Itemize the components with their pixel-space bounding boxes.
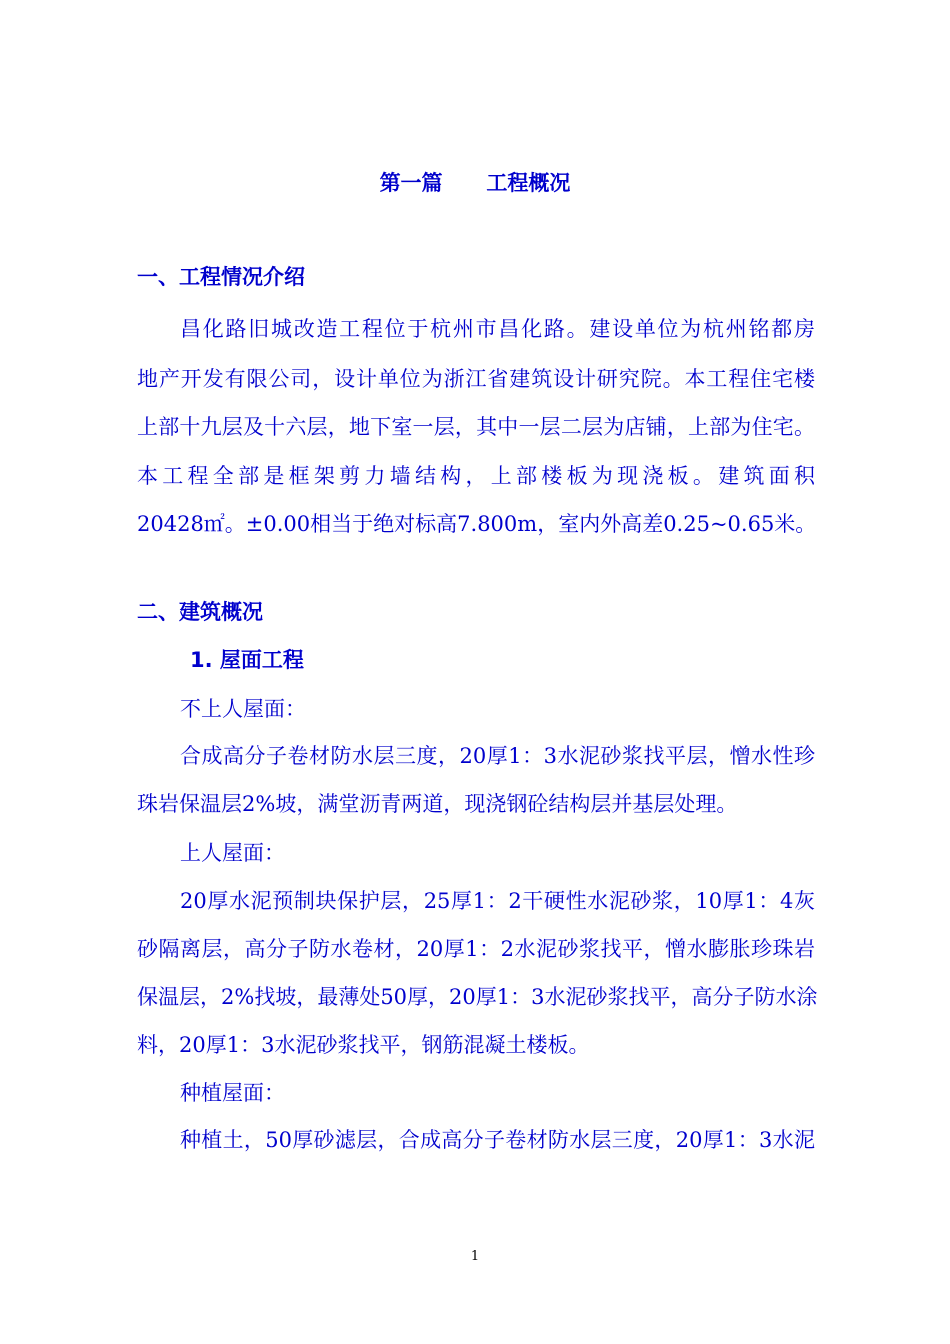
section-heading-building: 二、建筑概况	[137, 600, 263, 624]
chapter-title: 第一篇 工程概况	[379, 171, 571, 195]
intro-line: 上部十九层及十六层，地下室一层，其中一层二层为店铺，上部为住宅。	[137, 415, 815, 439]
access-roof-line: 料，20厚1：3水泥砂浆找平，钢筋混凝土楼板。	[137, 1033, 590, 1057]
access-roof-line: 20厚水泥预制块保护层，25厚1：2干硬性水泥砂浆，10厚1：4灰	[180, 889, 815, 913]
intro-line: 地产开发有限公司，设计单位为浙江省建筑设计研究院。本工程住宅楼	[137, 367, 815, 391]
non-access-roof-line: 合成高分子卷材防水层三度，20厚1：3水泥砂浆找平层，憎水性珍	[180, 744, 815, 768]
non-access-roof-label: 不上人屋面：	[180, 697, 306, 721]
page-number: 1	[470, 1249, 480, 1264]
planted-roof-label: 种植屋面：	[180, 1081, 285, 1105]
section-heading-intro: 一、工程情况介绍	[137, 265, 305, 289]
access-roof-line: 保温层，2%找坡，最薄处50厚，20厚1：3水泥砂浆找平，高分子防水涂	[137, 985, 818, 1009]
access-roof-label: 上人屋面：	[180, 841, 285, 865]
non-access-roof-line: 珠岩保温层2%坡，满堂沥青两道，现浇钢砼结构层并基层处理。	[137, 792, 738, 816]
intro-line: 昌化路旧城改造工程位于杭州市昌化路。建设单位为杭州铭都房	[180, 317, 815, 341]
access-roof-line: 砂隔离层，高分子防水卷材，20厚1：2水泥砂浆找平，憎水膨胀珍珠岩	[137, 937, 815, 961]
intro-line: 20428㎡。±0.00相当于绝对标高7.800m，室内外高差0.25~0.65米。	[137, 512, 817, 536]
planted-roof-line: 种植土，50厚砂滤层，合成高分子卷材防水层三度，20厚1：3水泥	[180, 1128, 815, 1152]
sub-heading-roof: 1. 屋面工程	[190, 648, 304, 672]
intro-line: 本工程全部是框架剪力墙结构，上部楼板为现浇板。建筑面积	[137, 464, 815, 488]
